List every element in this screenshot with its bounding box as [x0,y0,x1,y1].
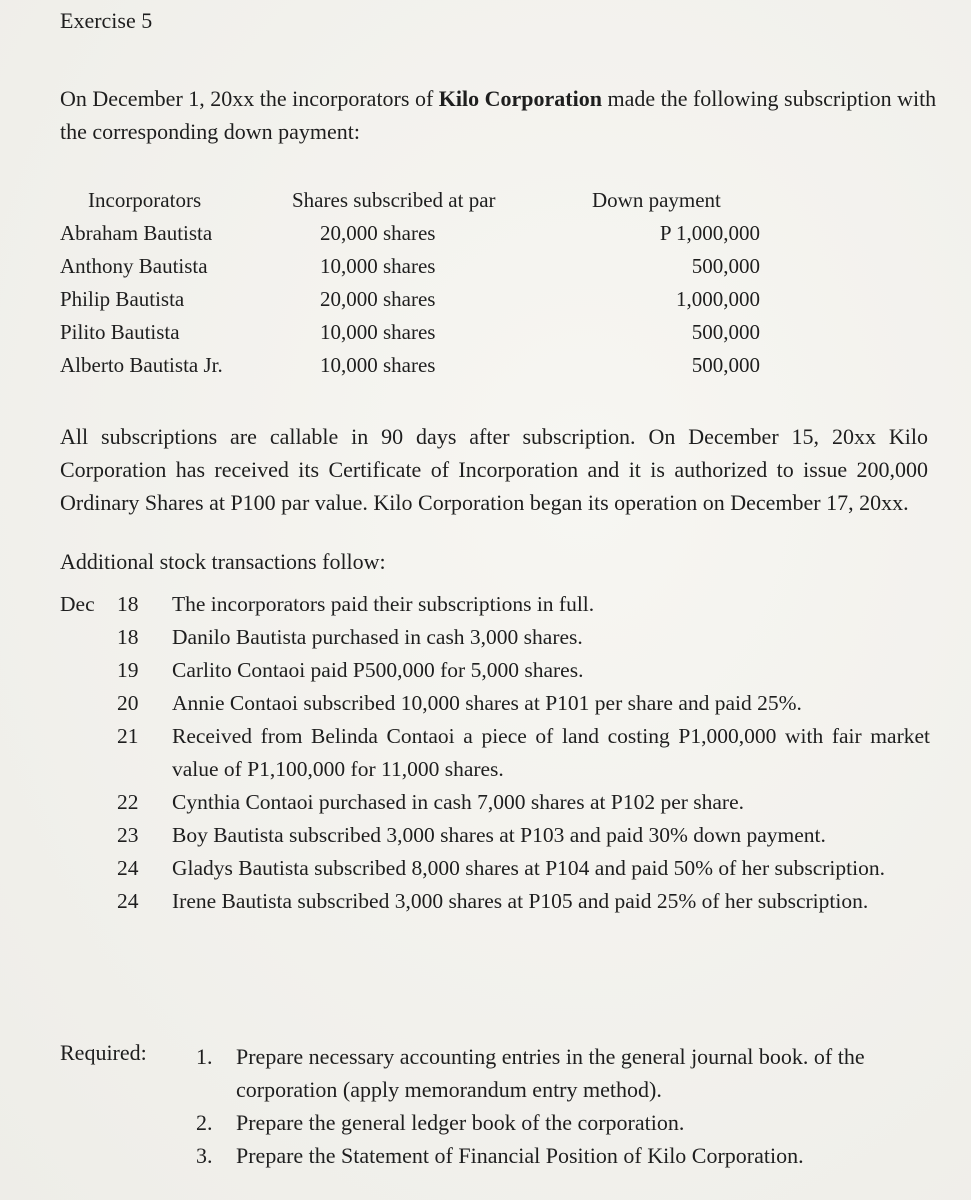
shares-subscribed: 10,000 shares [320,254,436,278]
company-name: Kilo Corporation [438,86,602,111]
table-row [60,283,760,316]
transaction-text: Danilo Bautista purchased in cash 3,000 shares. [172,625,583,649]
down-payment: 500,000 [691,353,760,377]
down-payment: P 1,000,000 [659,221,760,245]
required-list [196,1040,936,1172]
list-item [60,852,930,885]
transaction-day: 21 [117,724,139,748]
transactions-list [60,588,930,918]
header-shares: Shares subscribed at par [292,188,496,212]
transaction-date [60,819,172,852]
required-number: 3. [196,1143,213,1168]
table-row [60,217,760,250]
transaction-text: The incorporators paid their subscriptions in full. [172,592,595,616]
down-payment: 500,000 [691,320,760,344]
intro-before: On December 1, 20xx the incorporators of [60,86,439,111]
list-item [60,654,930,687]
transaction-date [60,885,172,918]
required-text: Prepare the general ledger book of the corporation. [236,1110,685,1135]
intro-paragraph [60,82,940,148]
intro-after: made the following subscription with the corresponding down payment: [60,86,937,144]
transaction-day: 24 [117,889,139,913]
table-header-row [60,184,760,217]
transaction-text: Irene Bautista subscribed 3,000 shares at P105 and paid 25% of her subscription. [172,889,869,913]
list-item [60,885,930,918]
list-item [60,588,930,621]
incorporator-name: Abraham Bautista [60,221,213,245]
transaction-date [60,852,172,885]
additional-transactions-label: Additional stock transactions follow: [60,549,386,574]
transaction-date [60,621,172,654]
list-item [196,1139,936,1172]
transaction-text: Gladys Bautista subscribed 8,000 shares at P104 and paid 50% of her subscription. [172,856,885,880]
shares-subscribed: 20,000 shares [320,287,436,311]
transaction-text: Boy Bautista subscribed 3,000 shares at P103 and paid 30% down payment. [172,823,826,847]
transaction-date [60,588,172,621]
table-row [60,250,760,283]
required-text: Prepare necessary accounting entries in the general journal book. of the corporation (apply memorandum entry method). [236,1044,865,1102]
header-down-payment: Down payment [592,188,721,212]
list-item [60,819,930,852]
required-label: Required: [60,1040,147,1065]
list-item [60,786,930,819]
table-row [60,349,760,382]
list-item [60,621,930,654]
transaction-date [60,786,172,819]
list-item [196,1106,936,1139]
transaction-text: Annie Contaoi subscribed 10,000 shares at P101 per share and paid 25%. [172,691,802,715]
header-incorporators: Incorporators [88,188,202,212]
transaction-text: Cynthia Contaoi purchased in cash 7,000 shares at P102 per share. [172,790,745,814]
incorporator-name: Pilito Bautista [60,320,180,344]
incorporator-name: Anthony Bautista [60,254,208,278]
transaction-date [60,687,172,720]
list-item [196,1040,936,1106]
transaction-day: 18 [117,625,139,649]
transaction-month: Dec [60,592,95,616]
transaction-day: 20 [117,691,139,715]
down-payment: 1,000,000 [676,287,760,311]
transaction-text: Received from Belinda Contaoi a piece of land costing P1,000,000 with fair market value of P1,100,000 for 11,000 shares. [172,724,930,781]
transaction-date [60,720,172,786]
transaction-text: Carlito Contaoi paid P500,000 for 5,000 shares. [172,658,584,682]
transaction-day: 22 [117,790,139,814]
subscription-paragraph: All subscriptions are callable in 90 days after subscription. On December 15, 20xx Kilo Corporation has received its Certificate of Incorporation and it is authorized to issue 200,000 Ordinary Shares at P100 par value. Kilo Corporation began its operation on December 17, 20xx. [60,424,928,515]
exercise-title: Exercise 5 [60,8,153,33]
down-payment: 500,000 [691,254,760,278]
transaction-date [60,654,172,687]
table-row [60,316,760,349]
required-text: Prepare the Statement of Financial Position of Kilo Corporation. [236,1143,804,1168]
shares-subscribed: 10,000 shares [320,320,436,344]
transaction-day: 18 [117,592,139,616]
required-number: 2. [196,1110,213,1135]
transaction-day: 19 [117,658,139,682]
shares-subscribed: 20,000 shares [320,221,436,245]
shares-subscribed: 10,000 shares [320,353,436,377]
required-number: 1. [196,1044,213,1069]
list-item [60,720,930,786]
transaction-day: 23 [117,823,139,847]
incorporator-name: Philip Bautista [60,287,185,311]
transaction-day: 24 [117,856,139,880]
incorporator-name: Alberto Bautista Jr. [60,353,223,377]
list-item [60,687,930,720]
incorporators-table [60,184,760,382]
